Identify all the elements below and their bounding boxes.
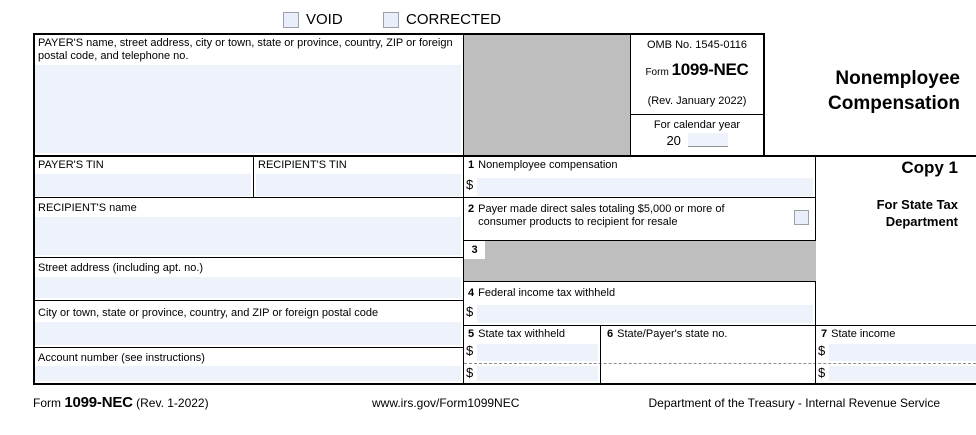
copy-label: Copy 1 (901, 158, 958, 177)
box2-number: 2 (468, 203, 475, 215)
street-address-label: Street address (including apt. no.) (38, 262, 204, 274)
box4-label-text: Federal income tax withheld (478, 287, 616, 299)
calendar-year-line (632, 133, 762, 149)
footer-url[interactable]: www.irs.gov/Form1099NEC (372, 396, 520, 410)
box5-number: 5 (468, 328, 475, 340)
box5-amount-input-row2[interactable] (477, 366, 598, 381)
recipient-name-label: RECIPIENT'S name (38, 202, 137, 214)
payer-tin-input[interactable] (35, 174, 251, 196)
calendar-year-input[interactable] (688, 133, 728, 147)
box1-number: 1 (468, 159, 475, 171)
city-label: City or town, state or province, country, and ZIP or foreign postal code (38, 307, 379, 319)
border-omb-calendar (630, 114, 764, 115)
street-address-input[interactable] (35, 277, 461, 298)
footer-agency: Department of the Treasury - Internal Revenue Service (648, 396, 940, 410)
omb-form-name: 1099-NEC (671, 60, 749, 79)
footer-form-name: 1099-NEC (64, 394, 133, 411)
box1-label (468, 159, 618, 172)
city-input[interactable] (35, 322, 461, 345)
box5-amount-input-row1[interactable] (477, 344, 598, 361)
account-number-label: Account number (see instructions) (38, 352, 205, 364)
border-tin-bottom (33, 197, 816, 198)
omb-form-line (632, 60, 762, 83)
void-label: VOID (306, 11, 343, 28)
copy-for-line1: For State Tax (876, 197, 958, 212)
box2-label-line2: consumer products to recipient for resale (478, 216, 678, 228)
calendar-year-prefix: 20 (666, 133, 681, 148)
border-box3-bottom (463, 281, 816, 282)
box7-amount-input-row1[interactable] (829, 344, 976, 361)
copy-for-line2: Department (885, 214, 958, 229)
box4-number: 4 (468, 287, 475, 299)
box7-label (821, 328, 895, 341)
divider-gray-omb (630, 33, 631, 155)
box5-label-text: State tax withheld (478, 328, 565, 340)
footer-form-word: Form (33, 396, 61, 410)
omb-revision: (Rev. January 2022) (647, 95, 747, 107)
corrected-label: CORRECTED (406, 11, 502, 28)
box1-label-text: Nonemployee compensation (478, 159, 618, 171)
box5-label (468, 328, 565, 341)
border-box4-bottom (463, 325, 976, 326)
box7-label-text: State income (831, 328, 896, 340)
box2-label (468, 203, 778, 229)
form-title-line2: Compensation (828, 93, 960, 114)
box4-dollar-sign: $ (466, 304, 474, 319)
divider-box5-box6 (600, 325, 601, 385)
border-top (33, 33, 765, 35)
box4-label (468, 287, 615, 300)
box6-label (607, 328, 727, 341)
box2-direct-sales-checkbox[interactable] (794, 210, 809, 225)
box7-dollar-sign-row1: $ (818, 343, 826, 358)
recipient-name-input[interactable] (35, 217, 461, 255)
box1-amount-input[interactable] (477, 178, 813, 196)
divider-tin (253, 155, 254, 198)
shaded-block (464, 35, 630, 155)
box4-amount-input[interactable] (477, 305, 813, 323)
box7-dollar-sign-row2: $ (818, 365, 826, 380)
border-street-bottom (33, 300, 464, 301)
void-checkbox[interactable] (283, 12, 299, 28)
box2-label-line1: Payer made direct sales totaling $5,000 or more of (478, 203, 725, 215)
box7-number: 7 (821, 328, 828, 340)
box6-label-text: State/Payer's state no. (617, 328, 728, 340)
border-city-bottom (33, 347, 464, 348)
box7-amount-input-row2[interactable] (829, 366, 976, 381)
account-number-input[interactable] (35, 366, 461, 381)
payer-info-label: PAYER'S name, street address, city or town, state or province, country, ZIP or foreign postal code, and telephone no. (38, 37, 453, 62)
payer-tin-label: PAYER'S TIN (38, 159, 104, 171)
box6-number: 6 (607, 328, 614, 340)
footer-revision: (Rev. 1-2022) (136, 396, 209, 410)
box5-dollar-sign-row1: $ (466, 343, 474, 358)
border-bottom (33, 383, 976, 385)
border-recipient-bottom (33, 257, 464, 258)
recipient-tin-label: RECIPIENT'S TIN (258, 159, 347, 171)
calendar-year-label: For calendar year (653, 119, 741, 131)
omb-form-word: Form (645, 67, 669, 78)
payer-info-input[interactable] (35, 65, 461, 153)
footer-form-id (33, 394, 209, 412)
corrected-checkbox[interactable] (383, 12, 399, 28)
box3-shaded-area (464, 241, 816, 281)
box5-dollar-sign-row2: $ (466, 365, 474, 380)
recipient-tin-input[interactable] (256, 174, 461, 196)
box3-number: 3 (464, 241, 485, 259)
state-row-dashed-divider (464, 363, 976, 364)
form-title (756, 66, 960, 116)
border-row1-bottom (33, 155, 976, 157)
box2-label-text (478, 203, 724, 229)
box1-dollar-sign: $ (466, 177, 474, 192)
form-title-line1: Nonemployee (835, 68, 960, 89)
omb-number: OMB No. 1545-0116 (646, 39, 748, 51)
